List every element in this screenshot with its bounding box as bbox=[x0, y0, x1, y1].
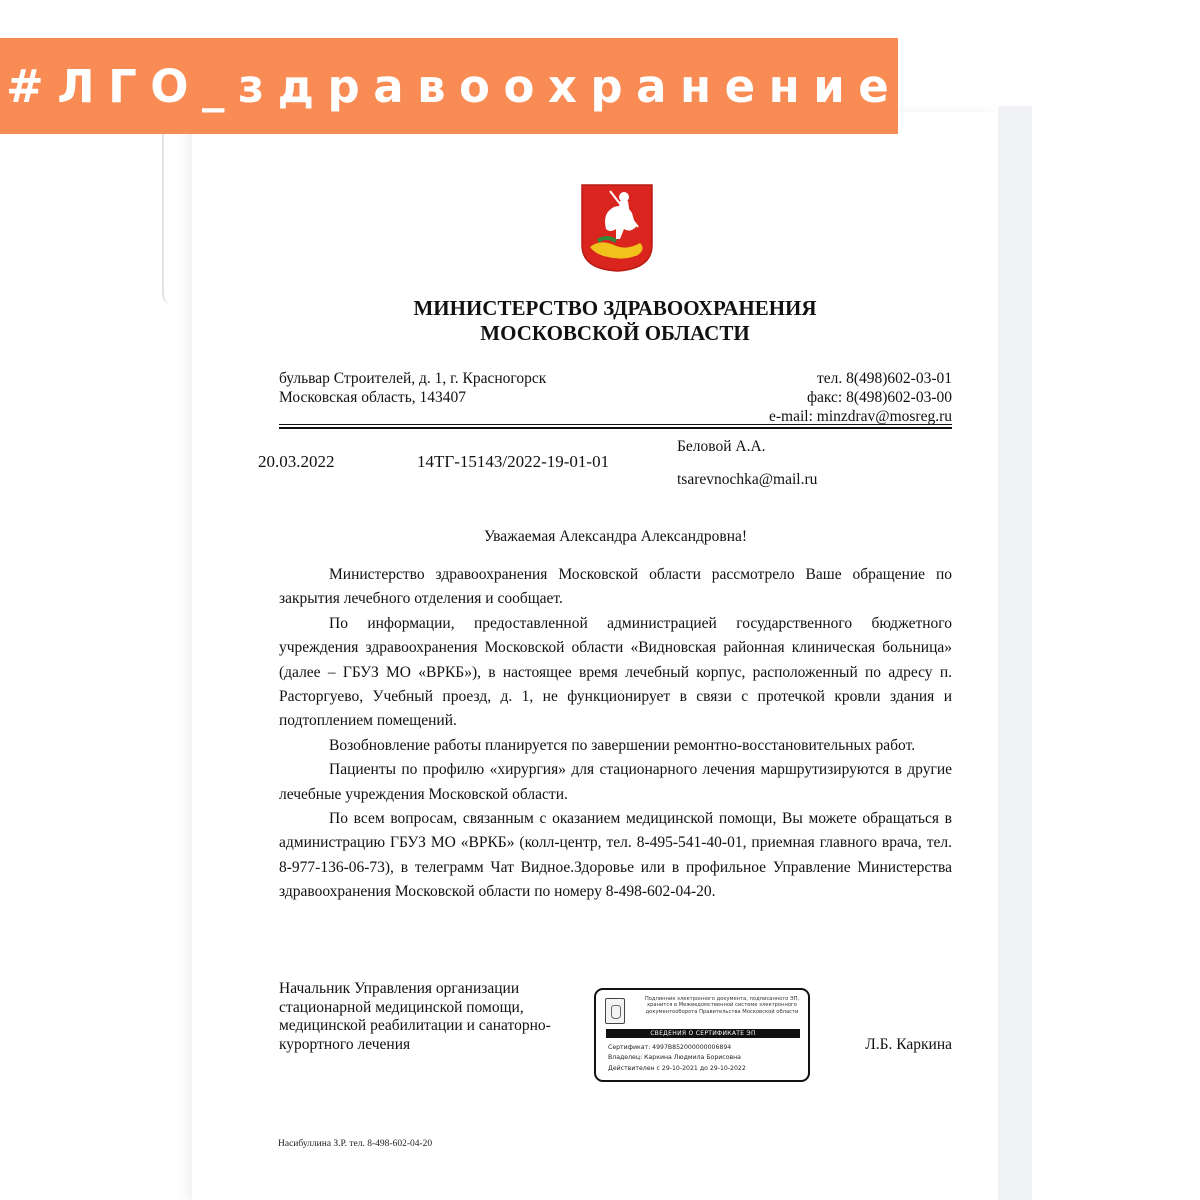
certificate-owner: Владелец: Каркина Людмила Борисовна bbox=[608, 1054, 741, 1062]
stamp-header-line: документооборота Правительства Московской области bbox=[645, 1008, 799, 1015]
executor-note: Насибуллина З.Р. тел. 8-498-602-04-20 bbox=[278, 1139, 433, 1149]
letter-date: 20.03.2022 bbox=[258, 452, 335, 471]
coat-of-arms-icon bbox=[580, 183, 654, 273]
stamp-details bbox=[608, 1043, 746, 1074]
page-shadow bbox=[998, 106, 1032, 1200]
signer-position bbox=[279, 980, 551, 1054]
signer-position-line: Начальник Управления организации bbox=[279, 980, 520, 997]
stamp-header bbox=[636, 996, 808, 1015]
address-line-2: Московская область, 143407 bbox=[279, 389, 467, 406]
phone-number: тел. 8(498)602-03-01 bbox=[816, 370, 952, 387]
hashtag-text: #ЛГО_здравоохранение bbox=[6, 59, 903, 113]
address-line-1: бульвар Строителей, д. 1, г. Красногорск bbox=[279, 370, 547, 387]
registration-number: 14ТГ-15143/2022-19-01-01 bbox=[417, 452, 610, 471]
stamp-certificate-bar: СВЕДЕНИЯ О СЕРТИФИКАТЕ ЭП bbox=[606, 1029, 800, 1038]
ministry-name bbox=[380, 296, 850, 346]
email-address: e-mail: minzdrav@mosreg.ru bbox=[769, 408, 952, 425]
addressee-email: tsarevnochka@mail.ru bbox=[677, 471, 818, 488]
ministry-line-2: МОСКОВСКОЙ ОБЛАСТИ bbox=[480, 321, 750, 345]
paragraph: По информации, предоставленной администрацией государственного бюджетного учреждения здравоохранения Московской области «Видновская районная клиническая больница» (далее – ГБУЗ МО «ВРКБ»), в настоящее время лечебный корпус, расположенный по адресу п. Расторгуево, Учебный проезд, д. 1, не функционирует в связи с протечкой кровли здания и подтоплением помещений. bbox=[279, 614, 952, 730]
emblem-icon bbox=[605, 998, 625, 1024]
paragraph: Пациенты по профилю «хирургия» для стационарного лечения маршрутизируются в другие лечебные учреждения Московской области. bbox=[279, 761, 952, 803]
hashtag-banner bbox=[0, 38, 903, 134]
stamp-header-line: Подлинник электронного документа, подписанного ЭП, bbox=[644, 996, 800, 1002]
electronic-signature-stamp bbox=[594, 988, 810, 1082]
certificate-validity: Действителен с 29-10-2021 до 29-10-2022 bbox=[608, 1064, 746, 1072]
stamp-header-line: хранится в Межведомственной системе электронного bbox=[647, 1002, 797, 1009]
signer-position-line: медицинской реабилитации и санаторно- bbox=[279, 1017, 551, 1034]
paragraph: По всем вопросам, связанным с оказанием медицинской помощи, Вы можете обращаться в администрацию ГБУЗ МО «ВРКБ» (колл-центр, тел. 8-495-541-40-01, приемная главного врача, тел. 8-977-136-06-73), в телеграмм Чат Видное.Здоровье или в профильное Управление Министерства здравоохранения Московской области по номеру 8-498-602-04-20. bbox=[279, 810, 952, 901]
paragraph: Министерство здравоохранения Московской области рассмотрело Ваше обращение по закрытия лечебного отделения и сообщает. bbox=[279, 566, 952, 608]
header-divider-thick bbox=[279, 427, 952, 429]
letter-body bbox=[279, 563, 952, 905]
certificate-number: Сертификат: 4997B852000000006894 bbox=[608, 1044, 732, 1051]
signer-position-line: курортного лечения bbox=[279, 1035, 411, 1053]
header-divider-thin bbox=[279, 424, 952, 425]
fax-number: факс: 8(498)602-03-00 bbox=[806, 389, 952, 406]
ministry-address bbox=[279, 369, 546, 407]
addressee-name: Беловой А.А. bbox=[677, 438, 766, 455]
signer-name: Л.Б. Каркина bbox=[865, 1036, 952, 1053]
ministry-line-1: МИНИСТЕРСТВО ЗДРАВООХРАНЕНИЯ bbox=[413, 296, 817, 320]
signer-position-line: стационарной медицинской помощи, bbox=[279, 998, 524, 1016]
ministry-contacts bbox=[769, 369, 952, 426]
paragraph: Возобновление работы планируется по завершении ремонтно-восстановительных работ. bbox=[329, 736, 916, 754]
salutation: Уважаемая Александра Александровна! bbox=[483, 528, 748, 545]
